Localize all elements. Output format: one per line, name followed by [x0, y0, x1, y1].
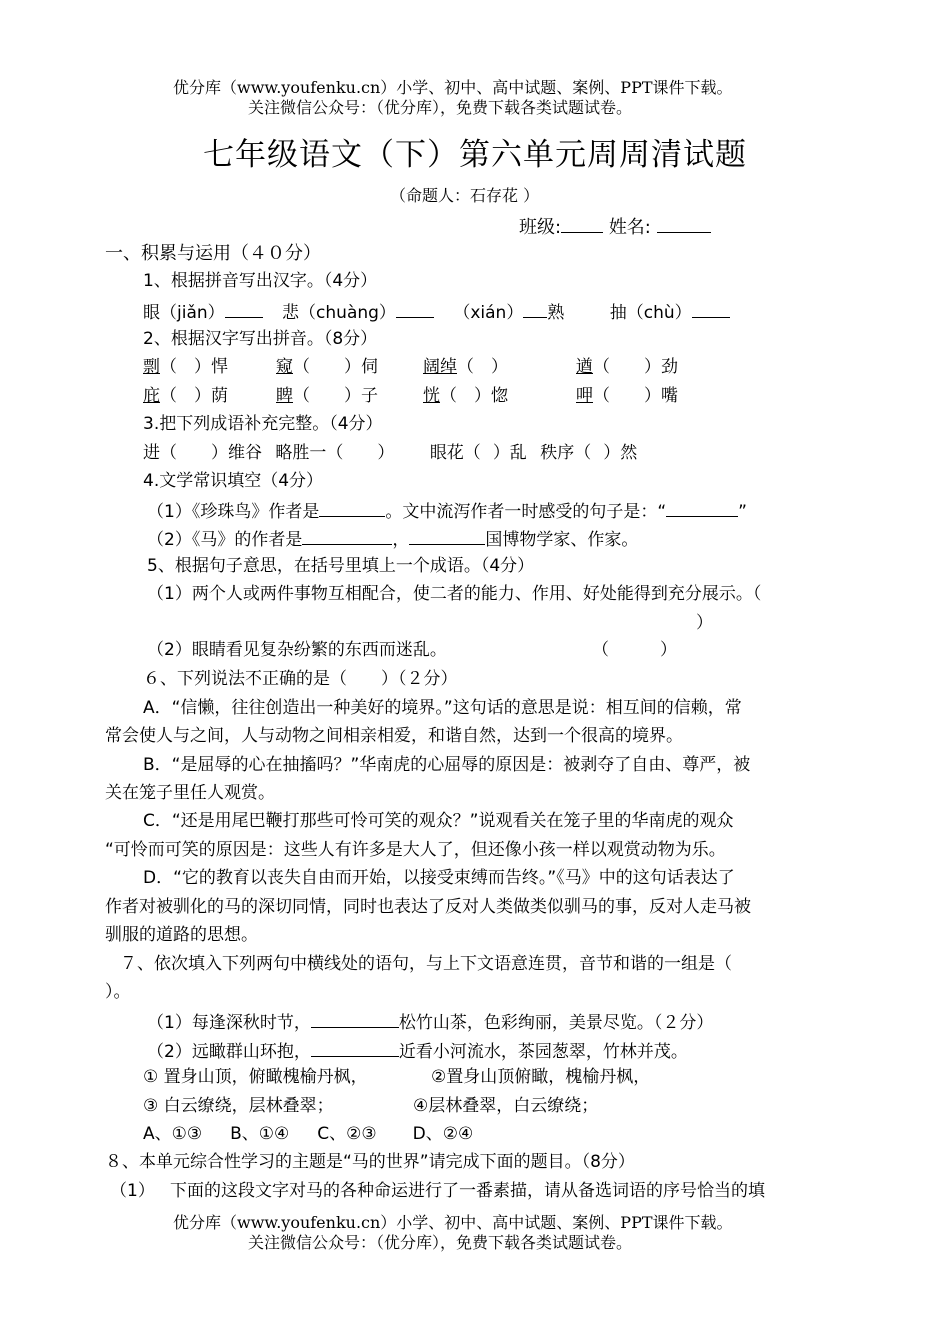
q4-blank-1[interactable]	[319, 498, 385, 517]
q2-row-2c: 恍（ ）惚	[423, 386, 508, 406]
header-line-1: 优分库（www.youfenku.cn）小学、初中、高中试题、案例、PPT课件下载。	[173, 78, 733, 97]
q3-title: 3.把下列成语补充完整。（4分）	[143, 414, 383, 434]
name-label: 姓名:	[608, 217, 651, 238]
q1-item-2: 悲（chuàng）	[282, 303, 396, 323]
class-label: 班级:	[519, 217, 562, 238]
q2-char: 遒	[576, 357, 593, 377]
q2-row-2b: 睥（ ）子	[276, 386, 378, 406]
q2-row-2: 庇（ ）荫	[143, 386, 228, 406]
q7-option-4: ④层林叠翠，白云缭绕；	[413, 1096, 599, 1116]
q2-char: 窥	[276, 357, 293, 377]
q2-row-1: 剽（ ）悍	[143, 357, 228, 377]
q2-row-1b: 窥（ ）伺	[276, 357, 378, 377]
choice-a[interactable]: A、①③	[143, 1124, 203, 1144]
q6-option-a-cont: 常会使人与之间，人与动物之间相亲相爱，和谐自然，达到一个很高的境界。	[105, 726, 683, 746]
q3-items: 进（ ）维谷 略胜一（ ） 眼花（ ）乱 秩序（ ）然	[143, 443, 638, 463]
q2-row-1c: 阔绰（ ）	[423, 357, 508, 377]
q6-option-a: A．“信懒，往往创造出一种美好的境界。”这句话的意思是说：相互间的信赖，常	[143, 698, 742, 718]
choice-c[interactable]: C、②③	[317, 1124, 377, 1144]
q7-blank-2[interactable]	[311, 1038, 399, 1057]
choice-d[interactable]: D、②④	[412, 1124, 474, 1144]
class-blank[interactable]	[561, 214, 603, 233]
author-line: （命题人：石存花 ）	[390, 186, 540, 205]
q1-blank-3[interactable]	[523, 299, 547, 318]
footer-line-1: 优分库（www.youfenku.cn）小学、初中、高中试题、案例、PPT课件下载。	[173, 1213, 733, 1232]
q8-title: ８、本单元综合性学习的主题是“马的世界”请完成下面的题目。（8分）	[105, 1152, 635, 1172]
q4-blank-4[interactable]	[409, 526, 485, 545]
name-blank[interactable]	[657, 214, 711, 233]
q5-line-1-close: ）	[696, 613, 713, 633]
q2-char: 庇	[143, 386, 160, 406]
q7-blank-1[interactable]	[311, 1009, 399, 1028]
q2-row-2d: 呷（ ）嘴	[576, 386, 678, 406]
choice-b[interactable]: B、①④	[230, 1124, 290, 1144]
q2-char: 阔绰	[423, 357, 457, 377]
q1-blank-4[interactable]	[692, 299, 730, 318]
q2-char: 恍	[423, 386, 440, 406]
footer-line-2: 关注微信公众号：（优分库），免费下载各类试题试卷。	[248, 1233, 633, 1252]
q4-line-1: （1）《珍珠鸟》作者是 。文中流泻作者一时感受的句子是：“ ”	[147, 498, 747, 523]
q2-char: 剽	[143, 357, 160, 377]
q1-item-3: （xián）	[453, 303, 524, 323]
q1-title: 1、根据拼音写出汉字。（4分）	[143, 271, 378, 291]
q2-char: 睥	[276, 386, 293, 406]
q5-line-1: （1）两个人或两件事物互相配合，使二者的能力、作用、好处能得到充分展示。（	[147, 584, 762, 604]
q2-char: 呷	[576, 386, 593, 406]
q6-option-c: C．“还是用尾巴鞭打那些可怜可笑的观众？”说观看关在笼子里的华南虎的观众	[143, 811, 734, 831]
q1-blank-1[interactable]	[225, 299, 263, 318]
q6-option-b-cont: 关在笼子里任人观赏。	[105, 783, 275, 803]
q7-option-3: ③ 白云缭绕，层林叠翠；	[143, 1096, 334, 1116]
q7-choices	[143, 1123, 473, 1145]
q7-option-2: ②置身山顶俯瞰，槐榆丹枫，	[431, 1067, 651, 1087]
class-name-line	[519, 214, 711, 239]
q1-item-3b: 熟	[547, 303, 565, 323]
page-title: 七年级语文（下）第六单元周周清试题	[203, 137, 747, 173]
q6-title: ６、下列说法不正确的是（ ）（２分）	[143, 669, 458, 689]
q6-option-c-cont: “可怜而可笑的原因是：这些人有许多是大人了，但还像小孩一样以观赏动物为乐。	[105, 840, 726, 860]
q1-item-4: 抽（chù）	[609, 303, 692, 323]
q1-blank-2[interactable]	[396, 299, 434, 318]
q4-line-2: （2）《马》的作者是 ， 国博物学家、作家。	[147, 526, 638, 551]
q7-sentence-1: （1）每逢深秋时节， 松竹山茶，色彩绚丽，美景尽览。（２分）	[147, 1009, 713, 1034]
header-line-2: 关注微信公众号：（优分库），免费下载各类试题试卷。	[248, 98, 633, 117]
q4-blank-2[interactable]	[666, 498, 738, 517]
q5-line-2-paren: （ ）	[592, 640, 677, 660]
q8-part-1-text: 下面的这段文字对马的各种命运进行了一番素描，请从备选词语的序号恰当的填	[170, 1181, 765, 1201]
section-heading: 一、积累与运用（４０分）	[105, 243, 321, 264]
q8-part-1-label: （1）	[110, 1181, 155, 1201]
q5-title: 5、根据句子意思，在括号里填上一个成语。（4分）	[147, 556, 535, 576]
q4-title: 4.文学常识填空（4分）	[143, 471, 324, 491]
q7-sentence-2: （2）远瞰群山环抱， 近看小河流水，茶园葱翠，竹林并茂。	[147, 1038, 688, 1063]
q2-row-1d: 遒（ ）劲	[576, 357, 678, 377]
q1-items	[143, 299, 730, 324]
q6-option-d-cont: 作者对被驯化的马的深切同情，同时也表达了反对人类做类似驯马的事，反对人走马被	[105, 897, 751, 917]
q1-item-1: 眼（jiǎn）	[143, 303, 225, 323]
q6-option-b: B．“是屈辱的心在抽搐吗？”华南虎的心屈辱的原因是：被剥夺了自由、尊严，被	[143, 755, 751, 775]
q7-title-cont: ）。	[105, 982, 131, 1002]
q4-blank-3[interactable]	[302, 526, 392, 545]
q7-title: ７、依次填入下列两句中横线处的语句，与上下文语意连贯，音节和谐的一组是（	[120, 954, 732, 974]
q6-option-d-cont2: 驯服的道路的思想。	[105, 925, 258, 945]
q5-line-2: （2）眼睛看见复杂纷繁的东西而迷乱。	[147, 640, 447, 660]
q2-title: 2、根据汉字写出拼音。（8分）	[143, 329, 378, 349]
q6-option-d: D．“它的教育以丧失自由而开始，以接受束缚而告终。”《马》中的这句话表达了	[143, 868, 735, 888]
q7-option-1: ① 置身山顶，俯瞰槐榆丹枫，	[143, 1067, 368, 1087]
